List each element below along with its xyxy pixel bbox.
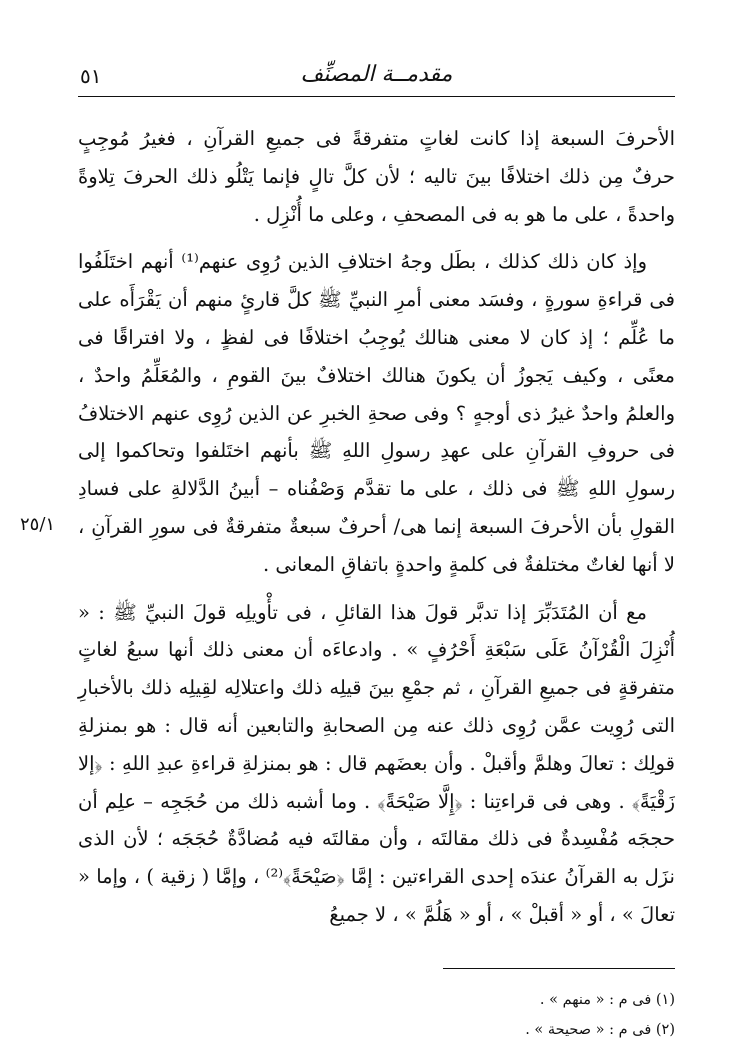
paragraph-3: مع أن المُتَدَبِّرَ إذا تدبَّر قولَ هذا القائلِ ، فى تأْويلِه قولَ النبيِّ ﷺ : « أُنْزِلَ الْقُرْآنُ عَلَى سَبْعَةِ أَحْرُفٍ » . وادعاءَه أن معنى ذلك أنها سبعُ لغاتٍ متفرقةٍ فى جميعِ القرآنِ ، ثم جمْعِ بينَ قيلِه ذلك واعتلالِه لقِيلِه ذلك بالأخبارِ التى رُوِيت عمَّن رُوِى ذلك عنه مِن الصحابةِ والتابعين أنه قال : هو بمنزلةِ قولِك : تعالَ وهلمَّ وأقبلْ . وأن بعضَهم قال : هو بمنزلةِ قراءةِ عبدِ اللهِ : ﴿إلا زَقْيَةً﴾ . وهى فى قراءتِنا : ﴿إِلَّا صَيْحَةً﴾ . وما أشبه ذلك من حُجَجِه – علِم أن حججَه مُفْسِدةٌ فى ذلك مقالتَه ، وأن مقالتَه فيه مُضادَّةٌ حُجَجَه ؛ لأن الذى نزَل به القرآنُ عندَه إحدى القراءتين : إمَّا ﴿صَيْحَةً﴾⁽²⁾ ، وإمَّا ( زقية ) ، وإما « تعالَ » ، أو « أقبلْ » ، أو « هَلُمَّ » ، لا جميعُ — [78, 600, 675, 926]
paragraph-2: وإذ كان ذلك كذلك ، بطَل وجهُ اختلافِ الذين رُوِى عنهم⁽¹⁾ أنهم اختَلَفُوا فى قراءةِ سورةٍ ، وفسَد معنى أمرِ النبيِّ ﷺ كلَّ قارئٍ منهم أن يَقْرَأَه على ما عُلِّم ؛ إذ كان لا معنى هنالك يُوجِبُ اختلافًا فى لفظٍ ، ولا افتراقًا فى معنًى ، وكيف يَجوزُ أن يكونَ هنالك اختلافٌ بينَ القومِ ، والمُعَلِّمُ واحدٌ ، والعلمُ واحدٌ غيرُ ذى أوجهٍ ؟ وفى صحةِ الخبرِ عن الذين رُوِى عنهم الاختلافُ فى حروفِ القرآنِ على عهدِ رسولِ اللهِ ﷺ بأنهم اختَلفوا وتحاكموا إلى رسولِ اللهِ ﷺ فى ذلك ، على ما تقدَّم وَصْفُناه – أبينُ الدَّلالةِ على فسادِ القولِ بأن الأحرفَ السبعة إنما هى/ أحرفٌ سبعةٌ متفرقةٌ فى سورِ القرآنِ ، لا أنها لغاتٌ مختلفةٌ فى كلمةٍ واحدةٍ باتفاقِ المعانى . — [78, 250, 675, 576]
page-header — [78, 60, 675, 97]
page-number: ٥١ — [80, 64, 102, 88]
main-text — [78, 120, 675, 934]
margin-reference: ٢٥/١ — [20, 514, 56, 535]
footnote-divider — [443, 968, 675, 969]
footnote-1: (١) فى م : « منهم » . — [539, 992, 675, 1008]
running-title: مقدمــة المصنِّف — [300, 62, 453, 87]
footnotes — [78, 985, 675, 1045]
footnote-2: (٢) فى م : « صحيحة » . — [525, 1022, 675, 1038]
paragraph-1: الأحرفَ السبعة إذا كانت لغاتٍ متفرقةً فى جميعِ القرآنِ ، فغيرُ مُوجِبٍ حرفٌ مِن ذلك اختلافًا بينَ تاليه ؛ لأن كلَّ تالٍ فإنما يَتْلُو ذلك الحرفَ تِلاوةً واحدةً ، على ما هو به فى المصحفِ ، وعلى ما أُنْزِل . — [78, 127, 675, 226]
